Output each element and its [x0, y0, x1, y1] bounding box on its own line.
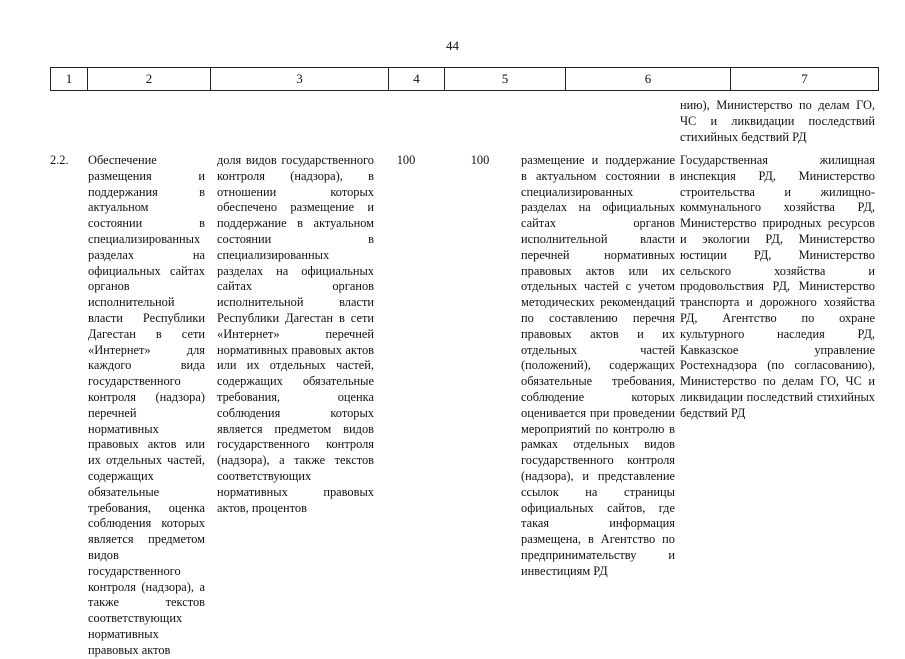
indicator-text: доля видов государственного контроля (надзора), в отношении которых обеспечено размещение и поддержание в актуальном состоянии в специализированных разделах на официальных сайтах органов исполнительной власти Республики Дагестан в сети «Интернет» перечней нормативных правовых актов или их отдельных частей, содержащих обязательные требования, оценка соблюдения которых является предметом видов государственного контроля (надзора), а также текстов соответствующих нормативных правовых актов, процентов: [217, 153, 374, 515]
header-col-7: 7: [731, 68, 879, 91]
responsible-continuation: нию), Министерство по делам ГО, ЧС и ликвидации последствий стихийных бедствий РД: [680, 98, 875, 144]
value-col-4: 100: [396, 153, 416, 167]
header-col-2: 2: [88, 68, 211, 91]
header-col-5: 5: [445, 68, 566, 91]
value-col-5: 100: [470, 153, 490, 167]
header-col-6: 6: [566, 68, 731, 91]
table-header-row: [50, 67, 879, 91]
measure-text: Обеспечение размещения и поддержания в актуальном состоянии в специализированных разделах на официальных сайтах органов исполнительной власти Республики Дагестан в сети «Интернет» для каждого вида государственного контроля (надзора) перечней нормативных правовых актов или их отдельных частей, содержащих обязательные требования, оценка соблюдения которых является предметом видов государственного контроля (надзора), а также текстов соответствующих нормативных правовых актов: [88, 153, 205, 657]
row-number: 2.2.: [50, 153, 69, 167]
responsible-text: Государственная жилищная инспекция РД, Министерство строительства и жилищно-коммунального хозяйства РД, Министерство природных ресурсов и экологии РД, Министерство юстиции РД, Министерство сельского хозяйства и продовольствия РД, Министерство транспорта и дорожного хозяйства РД, Агентство по охране культурного наследия РД, Кавказское управление Ростехнадзора (по согласованию), Министерство по делам ГО, ЧС и ликвидации последствий стихийных бедствий РД: [680, 153, 875, 420]
header-col-1: 1: [51, 68, 88, 91]
page-number: 44: [446, 38, 459, 53]
result-text: размещение и поддержание в актуальном состоянии в специализированных разделах на официальных сайтах органов исполнительной власти перечней нормативных правовых актов или их отдельных частей с учетом методических рекомендаций по составлению перечня правовых актов и их отдельных частей (положений), содержащих обязательные требования, соблюдение которых оценивается при проведении мероприятий по контролю в рамках отдельных видов государственного контроля (надзора), и представление ссылок на страницы официальных сайтов, где такая информация размещена, в Агентство по предпринимательству и инвестициям РД: [521, 153, 675, 578]
header-col-3: 3: [211, 68, 389, 91]
header-col-4: 4: [389, 68, 445, 91]
